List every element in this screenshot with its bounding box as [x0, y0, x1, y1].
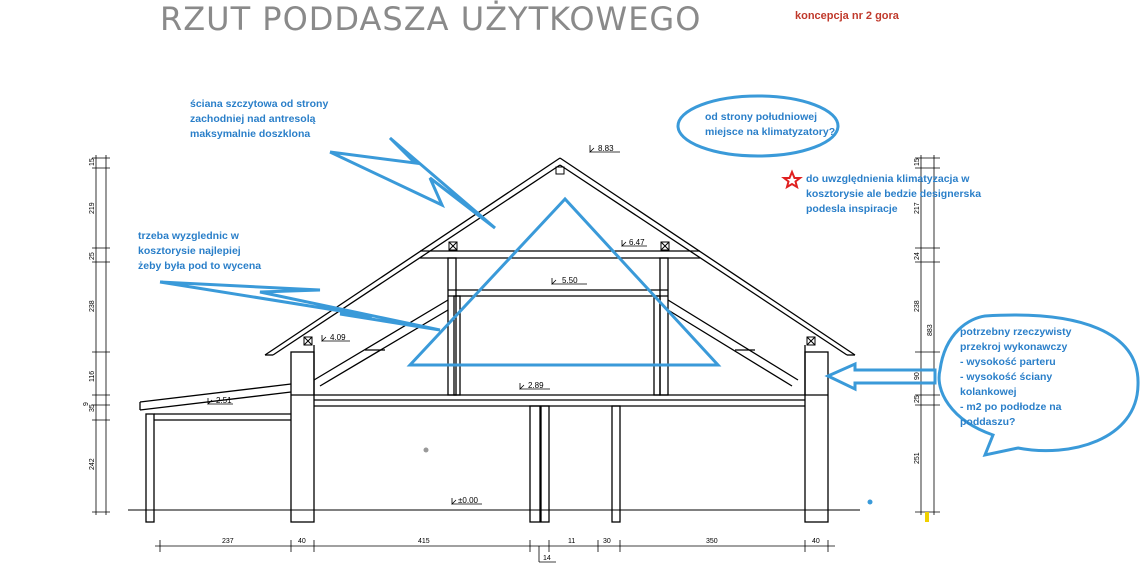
note-section: potrzebny rzeczywisty przekroj wykonawczy - wysokość parteru - wysokość ściany kolankowej - m2 po podłodze na poddaszu? [960, 326, 1072, 428]
dim-right-3: 24 [914, 252, 921, 260]
lightning-arrow-left [160, 282, 440, 330]
dim-bottom-7: 40 [812, 538, 820, 545]
dim-right-5: 90 [914, 372, 921, 380]
dim-left-1: 15 [89, 158, 96, 166]
dim-left-6: 9 [83, 402, 90, 406]
marker-yellow-icon [925, 512, 929, 522]
star-icon [784, 172, 800, 187]
dim-bottom-8: 14 [543, 555, 551, 562]
dim-left-8: 242 [89, 458, 96, 470]
level-eaves: 4.09 [330, 333, 346, 342]
note-west-wall: ściana szczytowa od strony zachodniej nad antresolą maksymalnie doszklona [190, 98, 329, 140]
level-ridge: 8.83 [598, 144, 614, 153]
note-aircon: do uwzględnienia klimatyzacja w kosztorysie ale bedzie designerska podesla inspiracje [806, 173, 982, 215]
note-estimate: trzeba wyzglednic w kosztorysie najlepiej żeby była pod to wycena [138, 230, 262, 272]
dim-left-5: 116 [89, 370, 96, 382]
marker-dot-gray-icon [424, 448, 429, 453]
level-annex: 2.51 [216, 396, 232, 405]
dim-bottom-6: 350 [706, 538, 718, 545]
dim-left-4: 238 [89, 300, 96, 312]
level-collar: 6.47 [629, 238, 645, 247]
level-ground: ±0.00 [458, 496, 478, 505]
dim-bottom-1: 237 [222, 538, 234, 545]
marker-dot-icon [868, 500, 873, 505]
dim-bottom-3: 415 [418, 538, 430, 545]
dim-bottom-4: 11 [568, 538, 576, 545]
concept-subtitle: koncepcja nr 2 gora [795, 10, 899, 22]
dim-right-6: 25 [914, 395, 921, 403]
dim-right-1: 15 [914, 158, 921, 166]
dim-left-2: 219 [89, 202, 96, 214]
dim-right-4: 238 [914, 300, 921, 312]
dim-left-3: 25 [89, 252, 96, 260]
level-floor: 2.89 [528, 381, 544, 390]
lightning-arrow-top [330, 138, 495, 228]
dim-right-7: 251 [914, 452, 921, 464]
dim-bottom-2: 40 [298, 538, 306, 545]
page-title: RZUT PODDASZA UŻYTKOWEGO [160, 0, 702, 38]
dim-left-7: 35 [89, 404, 96, 412]
dim-right-total: 883 [927, 324, 934, 336]
dim-bottom-5: 30 [603, 538, 611, 545]
dim-right-2: 217 [914, 202, 921, 214]
note-south: od strony południowej miejsce na klimatyzatory? [705, 111, 836, 138]
level-ceiling: 5.50 [562, 276, 578, 285]
